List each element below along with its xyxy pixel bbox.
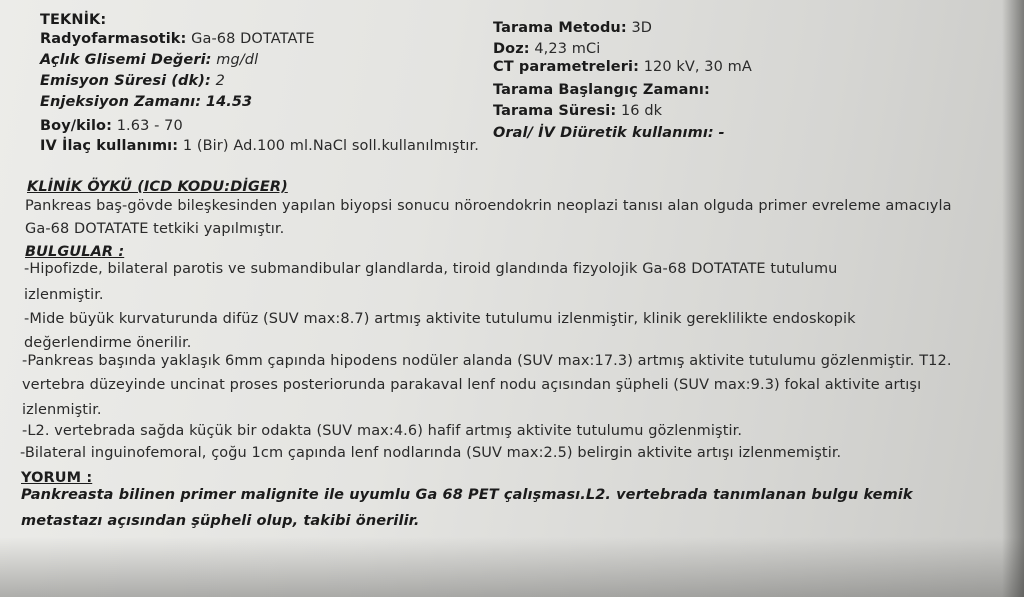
klinik-heading: KLİNİK ÖYKÜ (ICD KODU:DİGER) — [27, 179, 288, 195]
yorum-heading: YORUM : — [21, 470, 93, 486]
yorum-line-2: metastazı açısından şüpheli olup, takibi önerilir. — [21, 513, 420, 529]
bulgular-line-5: -Pankreas başında yaklaşık 6mm çapında hipodens nodüler alanda (SUV max:17.3) artmış aktivite tutulumu gözlenmiştir. T12. — [22, 353, 952, 369]
baslangic-label: Tarama Başlangıç Zamanı: — [493, 82, 710, 98]
bulgular-heading: BULGULAR : — [25, 244, 125, 260]
doz-row — [493, 40, 600, 58]
bulgular-line-4: değerlendirme önerilir. — [24, 335, 192, 351]
suresi-row — [493, 102, 662, 120]
oral-label: Oral/ İV Diüretik kullanımı: — [493, 125, 714, 141]
bottom-shadow — [0, 537, 1024, 597]
aclik-value: mg/dl — [216, 52, 259, 68]
enjeksiyon-label: Enjeksiyon Zamanı: — [40, 94, 202, 110]
oral-row — [493, 124, 725, 142]
boy-value: 1.63 - 70 — [116, 118, 183, 134]
radyofarmasotik-row — [40, 30, 315, 48]
aclik-row — [40, 51, 258, 69]
boy-row — [40, 117, 183, 135]
iv-label: IV İlaç kullanımı: — [40, 138, 179, 154]
bulgular-line-2: izlenmiştir. — [24, 287, 104, 303]
oral-value: - — [718, 125, 725, 141]
emisyon-value: 2 — [215, 73, 225, 89]
boy-label: Boy/kilo: — [40, 118, 113, 134]
iv-value: 1 (Bir) Ad.100 ml.NaCl soll.kullanılmıştır. — [182, 138, 479, 154]
klinik-line-1: Pankreas baş-gövde bileşkesinden yapılan biyopsi sonucu nöroendokrin neoplazi tanısı alan olguda primer evreleme amacıyla — [25, 198, 952, 214]
radyofarmasotik-label: Radyofarmasotik: — [40, 31, 187, 47]
ct-value: 120 kV, 30 mA — [643, 59, 752, 75]
suresi-value: 16 dk — [620, 103, 663, 119]
bulgular-line-1: -Hipofizde, bilateral parotis ve submandibular glandlarda, tiroid glandında fizyolojik Ga-68 DOTATATE tutulumu — [24, 261, 838, 277]
ct-row — [493, 58, 752, 76]
bulgular-line-8: -L2. vertebrada sağda küçük bir odakta (SUV max:4.6) hafif artmış aktivite tutulumu gözlenmiştir. — [22, 423, 743, 439]
suresi-label: Tarama Süresi: — [493, 103, 617, 119]
teknik-heading: TEKNİK: — [40, 12, 107, 28]
page-edge-shadow — [1002, 0, 1024, 597]
tarama-metodu-row — [493, 19, 652, 37]
ct-label: CT parametreleri: — [493, 59, 639, 75]
aclik-label: Açlık Glisemi Değeri: — [40, 52, 212, 68]
tarama-metodu-value: 3D — [631, 20, 653, 36]
iv-row — [40, 137, 479, 155]
radyofarmasotik-value: Ga-68 DOTATATE — [191, 31, 315, 47]
bulgular-line-7: izlenmiştir. — [22, 402, 102, 418]
emisyon-label: Emisyon Süresi (dk): — [40, 73, 211, 89]
doz-value: 4,23 mCi — [534, 41, 601, 57]
bulgular-line-9: -Bilateral inguinofemoral, çoğu 1cm çapında lenf nodlarında (SUV max:2.5) belirgin aktivite artışı izlenmemiştir. — [20, 445, 842, 461]
yorum-line-1: Pankreasta bilinen primer malignite ile uyumlu Ga 68 PET çalışması.L2. vertebrada tanımlanan bulgu kemik — [21, 487, 913, 503]
baslangic-row — [493, 81, 710, 99]
tarama-metodu-label: Tarama Metodu: — [493, 20, 627, 36]
bulgular-line-6: vertebra düzeyinde uncinat proses posteriorunda parakaval lenf nodu açısından şüpheli (SUV max:9.3) fokal aktivite artışı — [22, 377, 922, 393]
enjeksiyon-value: 14.53 — [205, 94, 253, 110]
emisyon-row — [40, 72, 225, 90]
enjeksiyon-row — [40, 93, 252, 111]
doz-label: Doz: — [493, 41, 530, 57]
bulgular-line-3: -Mide büyük kurvaturunda difüz (SUV max:8.7) artmış aktivite tutulumu izlenmiştir, klinik gereklilikte endoskopik — [24, 311, 856, 327]
klinik-line-2: Ga-68 DOTATATE tetkiki yapılmıştır. — [25, 221, 285, 237]
